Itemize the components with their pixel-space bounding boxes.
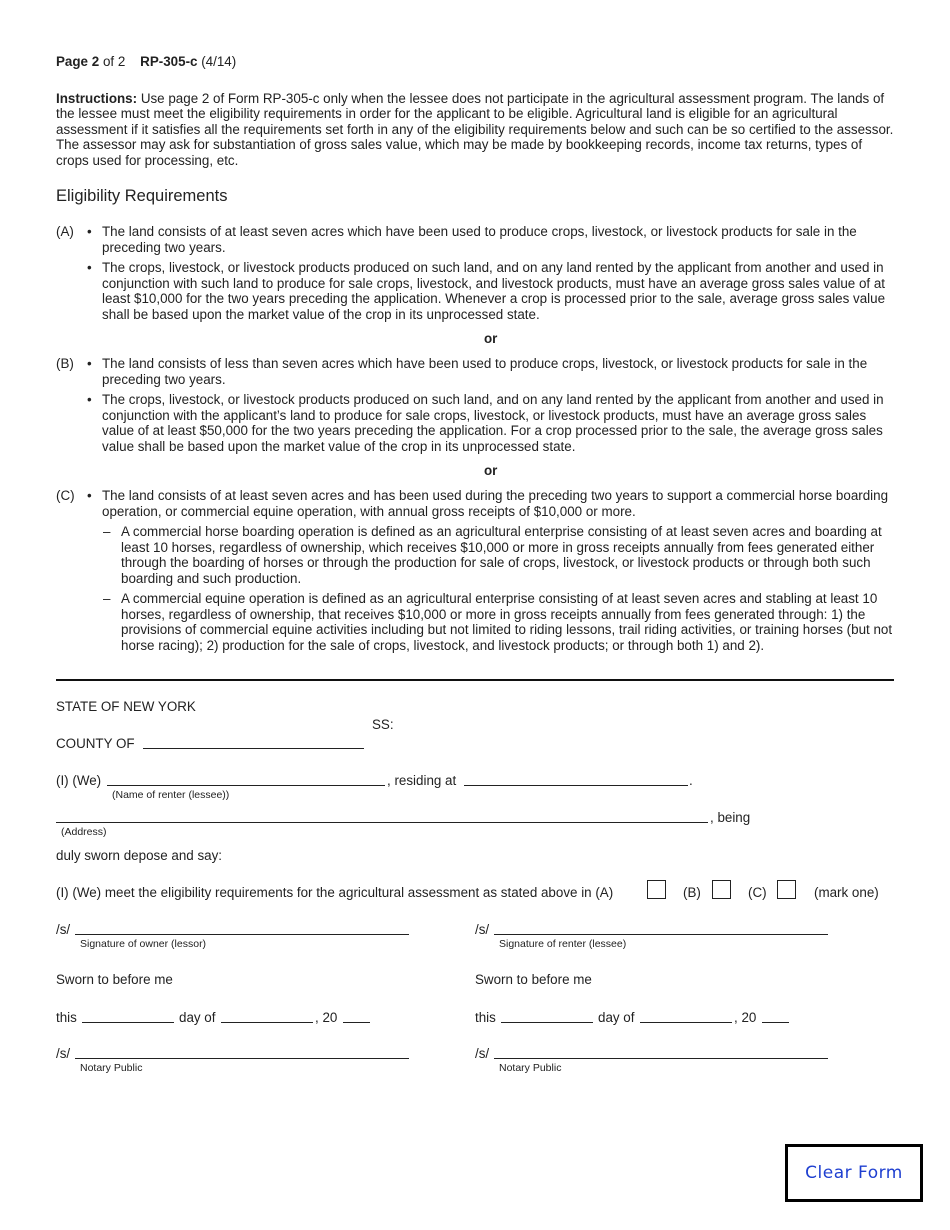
renter-name-caption: (Name of renter (lessee))	[112, 789, 230, 801]
checkbox-c[interactable]	[777, 880, 796, 899]
year-field-left[interactable]	[343, 1022, 370, 1023]
sworn-depose: duly sworn depose and say:	[56, 848, 222, 863]
page-of: of 2	[102, 54, 126, 69]
year-label: , 20	[315, 1010, 338, 1025]
address-caption: (Address)	[61, 826, 107, 838]
notary-caption-left: Notary Public	[80, 1062, 143, 1074]
instructions	[56, 91, 896, 168]
state-label: STATE OF NEW YORK	[56, 699, 196, 714]
being-label: , being	[710, 810, 751, 825]
bullet: •	[87, 356, 92, 371]
residing-label: , residing at	[387, 773, 457, 788]
section-b-label: (B)	[56, 356, 74, 371]
county-field[interactable]	[143, 748, 364, 749]
or-separator: or	[484, 331, 498, 346]
period: .	[689, 773, 693, 788]
bullet: •	[87, 224, 92, 239]
form-id: RP-305-c	[140, 54, 198, 69]
page-label: Page	[56, 54, 89, 69]
section-divider	[56, 679, 894, 681]
eligibility-title: Eligibility Requirements	[56, 187, 228, 205]
sig-prefix: /s/	[56, 922, 71, 937]
month-field-left[interactable]	[221, 1022, 313, 1023]
year-field-right[interactable]	[762, 1022, 789, 1023]
notary-caption-right: Notary Public	[499, 1062, 562, 1074]
section-a-label: (A)	[56, 224, 74, 239]
day-field-right[interactable]	[501, 1022, 593, 1023]
dash: –	[103, 591, 111, 606]
sworn-before-left: Sworn to before me	[56, 972, 173, 987]
section-c-label: (C)	[56, 488, 75, 503]
residence-field[interactable]	[464, 785, 688, 786]
clear-form-button[interactable]: Clear Form	[785, 1144, 923, 1202]
requirement-a2: The crops, livestock, or livestock products produced on such land, and on any land rented by the applicant from another and used in conjunction with such land to produce for sale crops, livestock, and livestock products, must have an average gross sales value of at least $10,000 for the two years preceding the application. Whenever a crop is processed prior to the sale, average gross sales value shall be based upon the market value of the crop in its unprocessed state.	[102, 260, 886, 322]
option-c-label: (C)	[748, 885, 767, 900]
sworn-before-right: Sworn to before me	[475, 972, 592, 987]
requirement-b2: The crops, livestock, or livestock products produced on such land, and on any land rented by the applicant from another and used in conjunction with the applicant’s land to produce for sale crops, livestock, or livestock products, must have an average gross sales value of at least $50,000 for the two years preceding the application. For a crop processed prior to the sale, the average gross sales value shall be based upon the market value of the crop in its unprocessed state.	[102, 392, 884, 454]
county-label: COUNTY OF	[56, 736, 135, 751]
this-label: this	[475, 1010, 496, 1025]
instructions-text: Use page 2 of Form RP-305-c only when the lessee does not participate in the agricultural assessment program. The lands of the lessee must meet the eligibility requirements in order for the applicant to be eligible. Agricultural land is eligible for an agricultural assessment if it satisfies all the requirements set forth in any of the eligibility requirements below and such can be so certified to the assessor. The assessor may ask for substantiation of gross sales value, which may be made by bookkeeping records, income tax returns, types of crops used for processing, etc.	[56, 91, 894, 168]
renter-signature-field[interactable]	[494, 934, 828, 935]
page-header	[56, 54, 236, 69]
bullet: •	[87, 488, 92, 503]
i-we-label: (I) (We)	[56, 773, 102, 788]
requirement-c1: The land consists of at least seven acres and has been used during the preceding two years to support a commercial horse boarding operation, or commercial equine operation, with annual gross receipts of $10,000 or more.	[102, 488, 889, 519]
page-number: 2	[91, 54, 100, 69]
notary-signature-field-right[interactable]	[494, 1058, 828, 1059]
month-field-right[interactable]	[640, 1022, 732, 1023]
requirement-c1a: A commercial horse boarding operation is defined as an agricultural enterprise consisting of at least seven acres and boarding at least 10 horses, regardless of ownership, which receives $10,000 or more in gross receipts annually from fees generated either through the boarding of horses or through the production for sale of crops, livestock, or livestock products or through both such boarding and such production.	[121, 524, 882, 586]
or-separator: or	[484, 463, 498, 478]
checkbox-b[interactable]	[712, 880, 731, 899]
day-field-left[interactable]	[82, 1022, 174, 1023]
sig-prefix: /s/	[56, 1046, 71, 1061]
day-of-label: day of	[179, 1010, 216, 1025]
renter-name-field[interactable]	[107, 785, 385, 786]
requirement-a1: The land consists of at least seven acres which have been used to produce crops, livestock, or livestock products for sale in the preceding two years.	[102, 224, 857, 255]
form-date: (4/14)	[201, 54, 237, 69]
sig-prefix: /s/	[475, 1046, 490, 1061]
eligibility-statement: (I) (We) meet the eligibility requirements for the agricultural assessment as stated above in (A)	[56, 885, 614, 900]
this-label: this	[56, 1010, 77, 1025]
requirement-c1b: A commercial equine operation is defined as an agricultural enterprise consisting of at least seven acres and stabling at least 10 horses, regardless of ownership, that receives $10,000 or more in gross receipts annually from fees generated through: 1) the provisions of commercial equine activities including but not limited to riding lessons, trail riding activities, or training horses (but not horse racing); 2) production for the sale of crops, livestock, and livestock products; or through both 1) and 2).	[121, 591, 893, 653]
bullet: •	[87, 260, 92, 275]
bullet: •	[87, 392, 92, 407]
checkbox-a[interactable]	[647, 880, 666, 899]
requirement-b1: The land consists of less than seven acres which have been used to produce crops, livestock, or livestock products for sale in the preceding two years.	[102, 356, 868, 387]
sig-prefix: /s/	[475, 922, 490, 937]
option-b-label: (B)	[683, 885, 701, 900]
address-field[interactable]	[56, 822, 708, 823]
instructions-label: Instructions:	[56, 91, 138, 106]
day-of-label: day of	[598, 1010, 635, 1025]
notary-signature-field-left[interactable]	[75, 1058, 409, 1059]
mark-one-label: (mark one)	[814, 885, 879, 900]
renter-signature-caption: Signature of renter (lessee)	[499, 938, 627, 950]
dash: –	[103, 524, 111, 539]
owner-signature-field[interactable]	[75, 934, 409, 935]
owner-signature-caption: Signature of owner (lessor)	[80, 938, 207, 950]
ss-label: SS:	[372, 717, 394, 732]
year-label: , 20	[734, 1010, 757, 1025]
